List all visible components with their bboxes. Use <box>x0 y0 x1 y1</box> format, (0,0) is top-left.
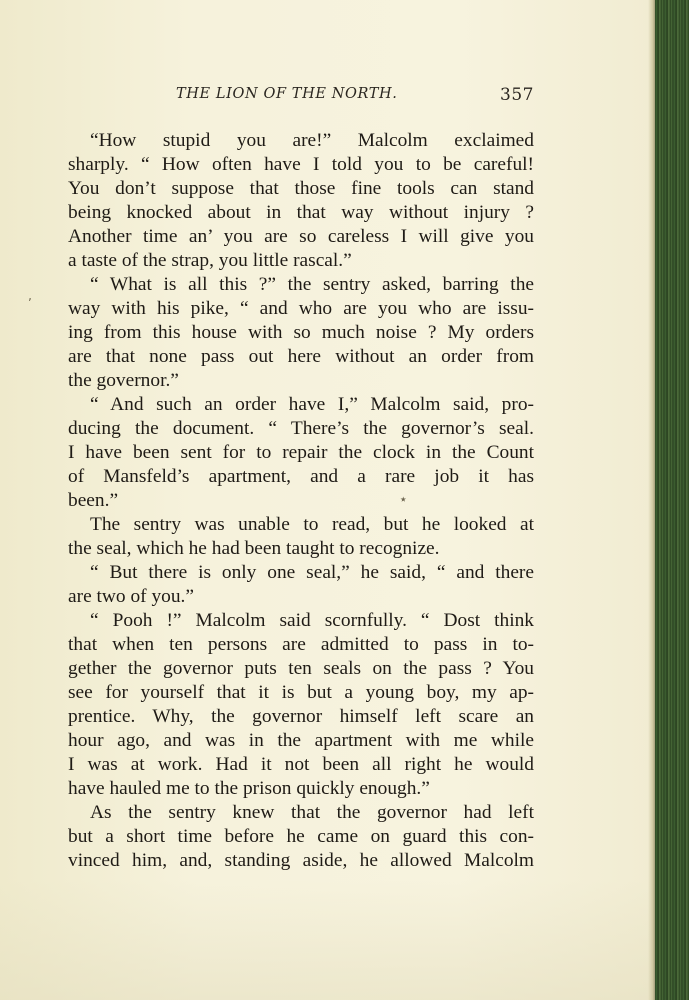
page-header <box>68 86 534 110</box>
text-line: As the sentry knew that the governor had left <box>90 802 534 823</box>
text-line: ing from this house with so much noise ? My orders <box>68 322 534 343</box>
text-line: “ Pooh !” Malcolm said scornfully. “ Dost think <box>90 610 534 631</box>
text-line: being knocked about in that way without injury ? <box>68 202 534 223</box>
body-text <box>68 129 534 873</box>
text-line: hour ago, and was in the apartment with me while <box>68 730 534 751</box>
margin-speck: ʼ <box>28 296 32 310</box>
page-shadow <box>0 880 655 1000</box>
text-line: of Mansfeld’s apartment, and a rare job it has <box>68 466 534 487</box>
text-line: “ But there is only one seal,” he said, “ and there <box>90 562 534 583</box>
text-line: Another time an’ you are so careless I will give you <box>68 226 534 247</box>
text-line: have hauled me to the prison quickly enough.” <box>68 778 430 799</box>
text-line: vinced him, and, standing aside, he allowed Malcolm <box>68 850 534 871</box>
text-line: a taste of the strap, you little rascal.” <box>68 250 352 271</box>
text-line: been.” <box>68 490 119 511</box>
text-line: that when ten persons are admitted to pass in to- <box>68 634 534 655</box>
ink-speck: ٭ <box>400 492 407 506</box>
text-line: the seal, which he had been taught to recognize. <box>68 538 440 559</box>
text-line: the governor.” <box>68 370 179 391</box>
text-line: are that none pass out here without an order from <box>68 346 534 367</box>
text-line: way with his pike, “ and who are you who are issu- <box>68 298 534 319</box>
text-line: “ What is all this ?” the sentry asked, barring the <box>90 274 534 295</box>
text-line: “ And such an order have I,” Malcolm said, pro- <box>90 394 534 415</box>
running-title: THE LION OF THE NORTH. <box>176 86 398 102</box>
text-line: prentice. Why, the governor himself left scare an <box>68 706 534 727</box>
text-line: are two of you.” <box>68 586 194 607</box>
book-binding <box>655 0 689 1000</box>
text-line: I was at work. Had it not been all right he would <box>68 754 534 775</box>
text-line: “How stupid you are!” Malcolm exclaimed <box>90 130 534 151</box>
text-line: sharply. “ How often have I told you to be careful! <box>68 154 534 175</box>
text-line: see for yourself that it is but a young boy, my ap- <box>68 682 534 703</box>
text-line: You don’t suppose that those fine tools can stand <box>68 178 534 199</box>
text-line: but a short time before he came on guard this con- <box>68 826 534 847</box>
text-line: ducing the document. “ There’s the governor’s seal. <box>68 418 534 439</box>
text-line: I have been sent for to repair the clock in the Count <box>68 442 534 463</box>
text-line: The sentry was unable to read, but he looked at <box>90 514 534 535</box>
page-number: 357 <box>500 85 534 105</box>
text-line: gether the governor puts ten seals on the pass ? You <box>68 658 534 679</box>
